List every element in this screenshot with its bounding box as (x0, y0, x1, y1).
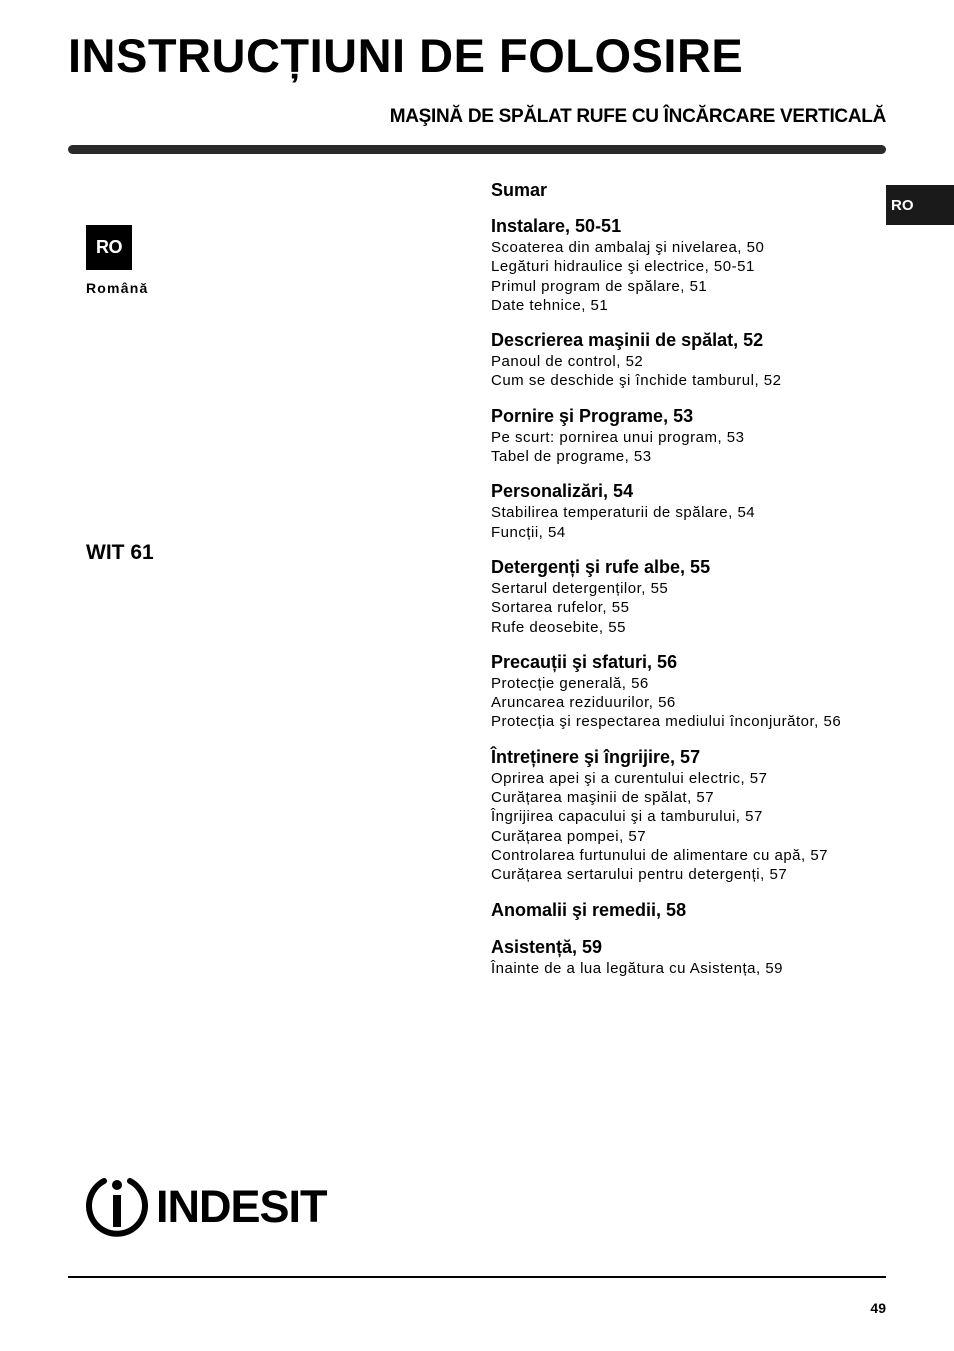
brand-logo (86, 1175, 327, 1237)
toc-item: Date tehnice, 51 (491, 296, 609, 314)
toc-item: Sertarul detergenților, 55 (491, 579, 669, 597)
toc-item: Îngrijirea capacului şi a tamburului, 57 (491, 808, 763, 826)
toc-section-title: Întreținere şi îngrijire, 57 (491, 746, 701, 767)
toc-item: Cum se deschide şi închide tamburul, 52 (491, 372, 782, 390)
toc-section-title: Pornire şi Programe, 53 (491, 405, 694, 426)
toc-item: Legături hidraulice şi electrice, 50-51 (491, 258, 755, 276)
toc-section-title: Anomalii şi remedii, 58 (491, 899, 687, 920)
toc-section (491, 650, 886, 732)
language-name: Română (86, 280, 149, 296)
toc-item: Oprirea apei şi a curentului electric, 57 (491, 769, 768, 787)
toc-item: Sortarea rufelor, 55 (491, 599, 630, 617)
model-name: WIT 61 (86, 541, 154, 564)
table-of-contents (491, 178, 886, 991)
toc-section (491, 214, 886, 315)
toc-item: Curățarea sertarului pentru detergenți, 57 (491, 866, 788, 884)
toc-section (491, 555, 886, 637)
toc-item: Protecție generală, 56 (491, 674, 649, 692)
toc-item: Rufe deosebite, 55 (491, 618, 626, 636)
toc-item: Curățarea maşinii de spălat, 57 (491, 789, 715, 807)
toc-item: Panoul de control, 52 (491, 353, 644, 371)
toc-item: Stabilirea temperaturii de spălare, 54 (491, 504, 756, 522)
toc-section (491, 745, 886, 885)
toc-item: Protecția şi respectarea mediului înconjurător, 56 (491, 713, 842, 731)
page-number: 49 (870, 1300, 886, 1316)
brand-name: INDESIT (156, 1180, 327, 1232)
toc-section-title: Instalare, 50-51 (491, 216, 622, 236)
language-side-tab: RO (886, 185, 954, 225)
toc-section (491, 898, 886, 922)
toc-section (491, 479, 886, 542)
toc-section-title: Asistență, 59 (491, 936, 603, 957)
toc-section-title: Personalizări, 54 (491, 481, 634, 502)
header-divider (68, 145, 886, 154)
toc-section-title: Precauții şi sfaturi, 56 (491, 651, 678, 672)
indesit-logo-icon (86, 1175, 148, 1237)
toc-sections (491, 214, 886, 978)
toc-section (491, 328, 886, 391)
toc-heading: Sumar (491, 180, 548, 200)
toc-section (491, 935, 886, 978)
toc-item: Pe scurt: pornirea unui program, 53 (491, 428, 745, 446)
page-title: INSTRUCȚIUNI DE FOLOSIRE (68, 29, 744, 82)
toc-item: Înainte de a lua legătura cu Asistența, 59 (491, 959, 784, 977)
toc-item: Curățarea pompei, 57 (491, 827, 647, 845)
toc-item: Controlarea furtunului de alimentare cu apă, 57 (491, 846, 829, 864)
toc-item: Primul program de spălare, 51 (491, 277, 708, 295)
toc-item: Aruncarea reziduurilor, 56 (491, 694, 676, 712)
footer-divider (68, 1276, 886, 1278)
toc-item: Tabel de programe, 53 (491, 448, 652, 466)
toc-item: Scoaterea din ambalaj şi nivelarea, 50 (491, 239, 765, 256)
language-code-badge: RO (86, 225, 132, 270)
toc-section-title: Detergenți şi rufe albe, 55 (491, 556, 711, 577)
toc-section (491, 404, 886, 467)
page-subtitle: MAŞINĂ DE SPĂLAT RUFE CU ÎNCĂRCARE VERTICALĂ (389, 106, 886, 127)
toc-section-title: Descrierea maşinii de spălat, 52 (491, 330, 764, 351)
toc-item: Funcții, 54 (491, 523, 566, 541)
